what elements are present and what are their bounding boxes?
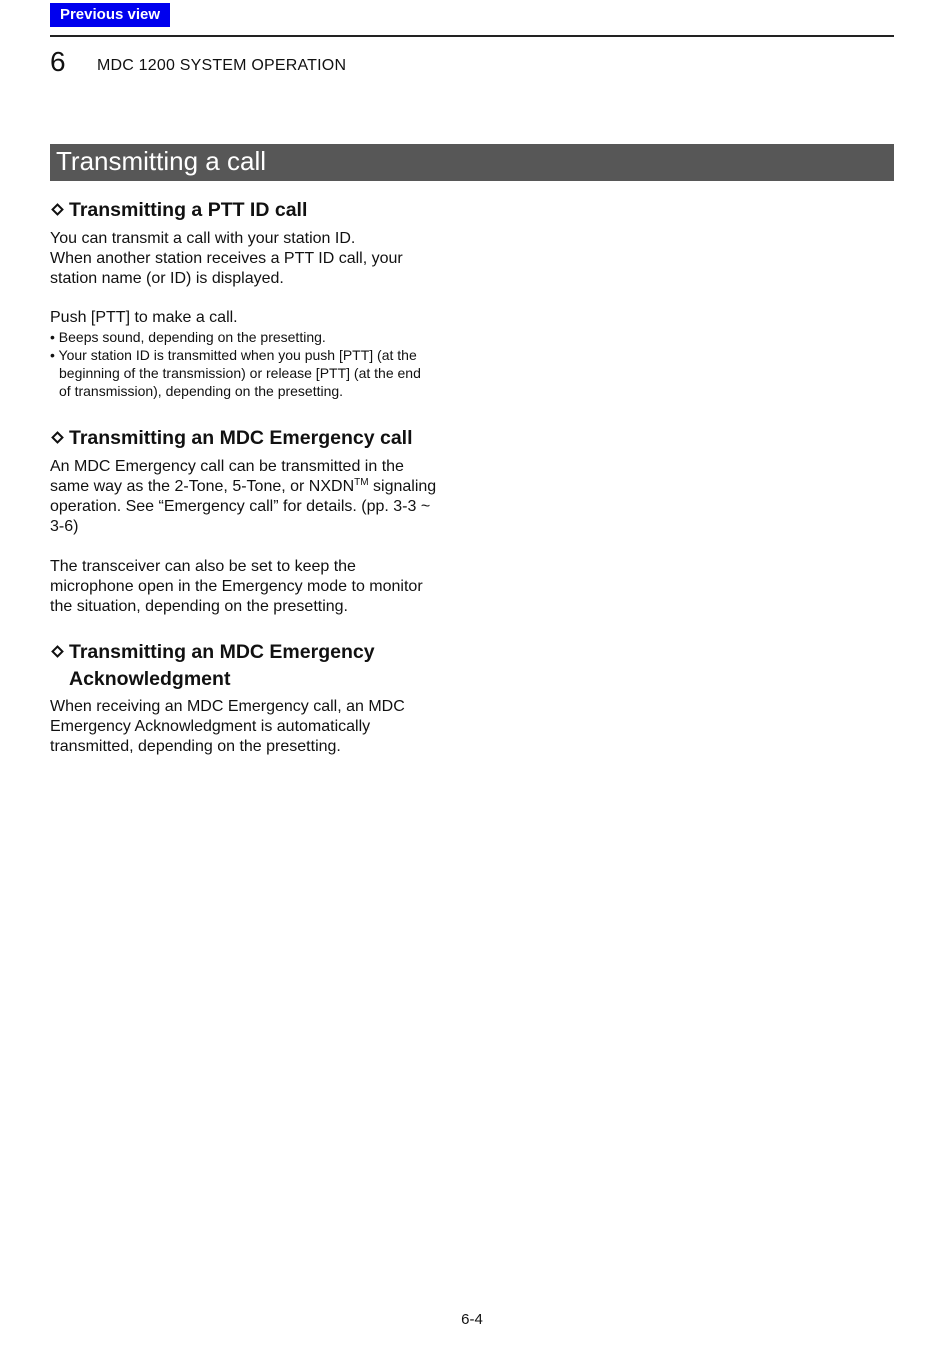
acknowledgment-para-line: When receiving an MDC Emergency call, an MDC [50, 698, 405, 715]
ptt-id-para-line: station name (or ID) is displayed. [50, 270, 284, 287]
section-title: Transmitting a call [56, 146, 266, 176]
bullet-line: of transmission), depending on the presetting. [59, 383, 344, 399]
acknowledgment-para-line: Emergency Acknowledgment is automatically [50, 718, 371, 735]
ptt-id-para-line: You can transmit a call with your station ID. [50, 230, 356, 247]
emergency-heading [50, 425, 460, 452]
acknowledgment-section [50, 639, 460, 757]
emergency-para-line: microphone open in the Emergency mode to monitor [50, 578, 423, 595]
chapter-number: 6 [50, 46, 66, 77]
bullet-line: • Your station ID is transmitted when you push [PTT] (at the [50, 347, 417, 363]
ptt-id-heading [50, 197, 460, 224]
bullet-item: • Beeps sound, depending on the presetting. [50, 329, 326, 345]
emergency-para-line: 3-6) [50, 518, 79, 535]
emergency-para-line: the situation, depending on the presetting. [50, 598, 348, 615]
diamond-icon [51, 645, 64, 658]
diamond-icon [51, 431, 64, 444]
acknowledgment-para-line: transmitted, depending on the presetting. [50, 738, 341, 755]
previous-view-button[interactable]: Previous view [50, 3, 170, 27]
emergency-para-text: same way as the 2-Tone, 5-Tone, or NXDN [50, 478, 355, 495]
emergency-para-line: The transceiver can also be set to keep the [50, 558, 356, 575]
ptt-id-heading-text: Transmitting a PTT ID call [69, 199, 308, 221]
emergency-para-line [50, 477, 460, 497]
ptt-id-section [50, 197, 460, 400]
emergency-para-text: signaling [368, 478, 437, 495]
acknowledgment-heading-text: Transmitting an MDC Emergency [69, 641, 375, 663]
emergency-section [50, 425, 460, 617]
emergency-para-line: An MDC Emergency call can be transmitted in the [50, 458, 404, 475]
chapter-title: MDC 1200 SYSTEM OPERATION [97, 57, 347, 74]
push-ptt-instruction: Push [PTT] to make a call. [50, 309, 238, 326]
emergency-heading-text: Transmitting an MDC Emergency call [69, 427, 413, 449]
trademark-mark: TM [354, 477, 369, 488]
bullet-item [50, 346, 460, 400]
acknowledgment-heading-text: Acknowledgment [69, 668, 231, 690]
diamond-icon [51, 203, 64, 216]
section-title-bar [50, 144, 894, 181]
ptt-id-para-line: When another station receives a PTT ID call, your [50, 250, 403, 267]
bullet-line: beginning of the transmission) or release [PTT] (at the end [59, 365, 421, 381]
page-number: 6-4 [461, 1311, 483, 1328]
emergency-para-line: operation. See “Emergency call” for details. (pp. 3-3 ~ [50, 498, 431, 515]
acknowledgment-heading [50, 639, 460, 693]
header-rule [50, 35, 894, 37]
